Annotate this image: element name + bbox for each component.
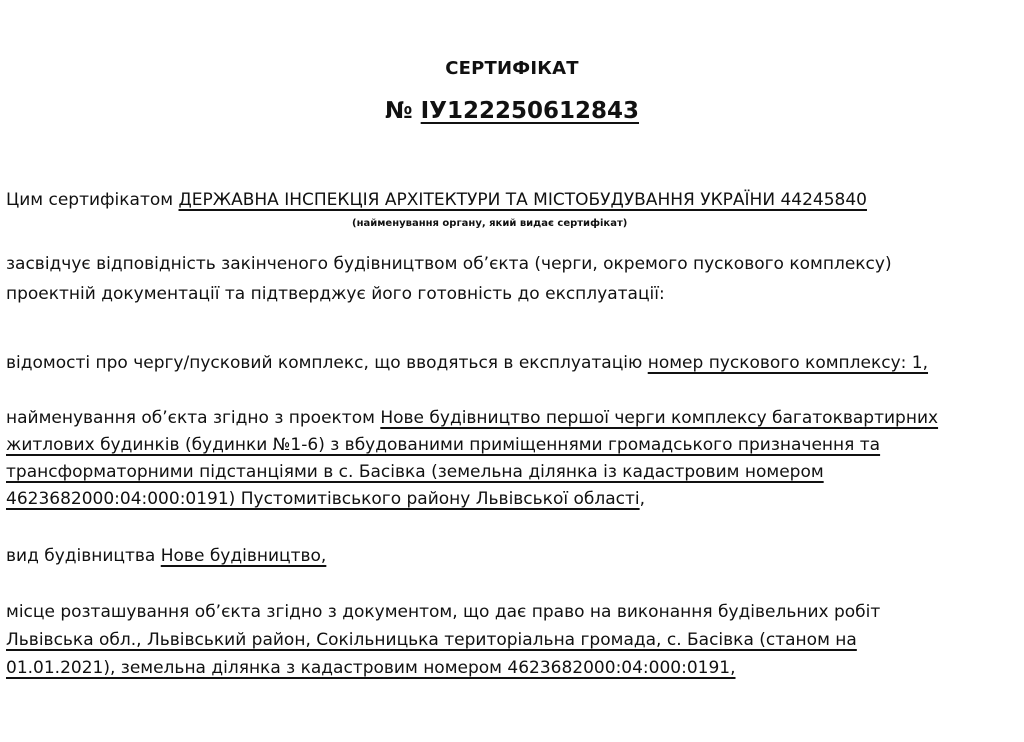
issuer-name: ДЕРЖАВНА ІНСПЕКЦІЯ АРХІТЕКТУРИ ТА МІСТОБУДУВАННЯ УКРАЇНИ 44245840	[178, 190, 867, 210]
issuer-intro: Цим сертифікатом	[6, 190, 174, 210]
object-name-line-3	[6, 461, 824, 483]
location-label-line: місце розташування об’єкта згідно з документом, що дає право на виконання будівельних робіт	[6, 602, 881, 622]
object-name-line-4	[6, 488, 645, 510]
object-name-value-2: житлових будинків (будинки №1-6) з вбудованими приміщеннями громадського призначення та	[6, 435, 881, 455]
construction-type-label: вид будівництва	[6, 546, 156, 566]
object-name-value-3: трансформаторними підстанціями в с. Басівка (земельна ділянка із кадастровим номером	[6, 462, 824, 482]
location-line-2	[6, 657, 736, 679]
location-line-1	[6, 629, 857, 651]
statement-line-1: засвідчує відповідність закінченого будівництвом об’єкта (черги, окремого пускового комплексу)	[6, 254, 892, 274]
location-value-2: 01.01.2021), земельна ділянка з кадастровим номером 4623682000:04:000:0191,	[6, 658, 736, 678]
queue-info-value: номер пускового комплексу: 1,	[647, 353, 929, 373]
construction-type-line	[6, 545, 326, 567]
issuer-line	[6, 189, 867, 211]
certificate-title: СЕРТИФІКАТ	[445, 58, 579, 79]
construction-type-value: Нове будівництво,	[160, 546, 327, 566]
object-name-value-4: 4623682000:04:000:0191) Пустомитівського району Львівської області	[6, 489, 640, 509]
statement-line-2: проектній документації та підтверджує його готовність до експлуатації:	[6, 284, 665, 304]
number-value: ІУ122250612843	[420, 98, 640, 124]
issuer-caption: (найменування органу, який видає сертифікат)	[352, 218, 628, 229]
object-name-label: найменування об’єкта згідно з проектом	[6, 408, 375, 428]
number-prefix: №	[384, 98, 413, 124]
location-value-1: Львівська обл., Львівський район, Сокільницька територіальна громада, с. Басівка (станом на	[6, 630, 857, 650]
object-name-line-1	[6, 407, 938, 429]
object-name-value-1: Нове будівництво першої черги комплексу багатоквартирних	[380, 408, 939, 428]
queue-info-line	[6, 352, 928, 374]
object-name-value-4-trail: ,	[639, 489, 646, 509]
queue-info-label: відомості про чергу/пусковий комплекс, що вводяться в експлуатацію	[6, 353, 643, 373]
certificate-number	[0, 98, 1024, 124]
object-name-line-2	[6, 434, 880, 456]
